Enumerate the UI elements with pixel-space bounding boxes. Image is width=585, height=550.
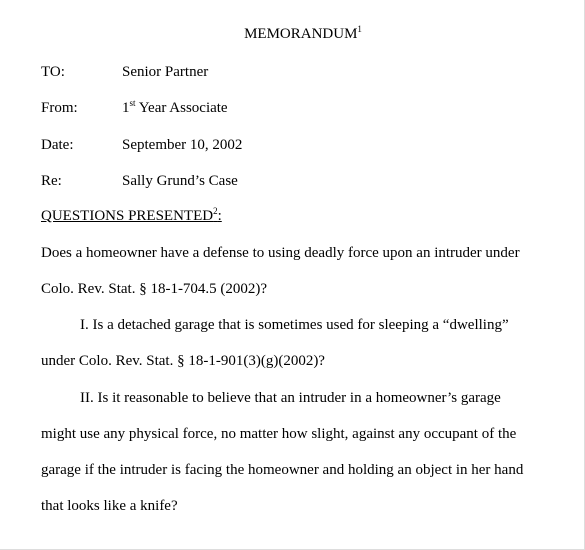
to-value: Senior Partner xyxy=(122,64,209,80)
from-value: 1st Year Associate xyxy=(122,98,228,116)
title-footnote: 1 xyxy=(357,24,362,34)
date-row xyxy=(41,137,242,154)
from-label: From: xyxy=(41,100,78,116)
body-line: Colo. Rev. Stat. § 18-1-704.5 (2002)? xyxy=(41,281,268,297)
body-line: garage if the intruder is facing the homeowner and holding an object in her hand xyxy=(41,462,524,478)
re-value: Sally Grund’s Case xyxy=(122,173,238,189)
date-value: September 10, 2002 xyxy=(122,137,243,153)
re-label: Re: xyxy=(41,173,62,189)
from-row xyxy=(41,100,228,117)
body-line: that looks like a knife? xyxy=(41,498,178,514)
memo-title: MEMORANDUM$^1$ xyxy=(244,24,362,42)
to-label: TO: xyxy=(41,64,65,80)
date-label: Date: xyxy=(41,137,74,153)
questions-footnote: 2 xyxy=(213,206,218,216)
question-two: II. Is it reasonable to believe that an intruder in a homeowner’s garage xyxy=(80,390,501,406)
questions-heading: QUESTIONS PRESENTED$^2$: xyxy=(41,206,222,224)
to-row xyxy=(41,64,208,81)
body-line: under Colo. Rev. Stat. § 18-1-901(3)(g)(2002)? xyxy=(41,353,325,369)
body-line: might use any physical force, no matter how slight, against any occupant of the xyxy=(41,426,517,442)
re-row xyxy=(41,173,238,190)
body-line: Does a homeowner have a defense to using deadly force upon an intruder under xyxy=(41,245,520,261)
question-one: I. Is a detached garage that is sometimes used for sleeping a “dwelling” xyxy=(80,317,509,333)
